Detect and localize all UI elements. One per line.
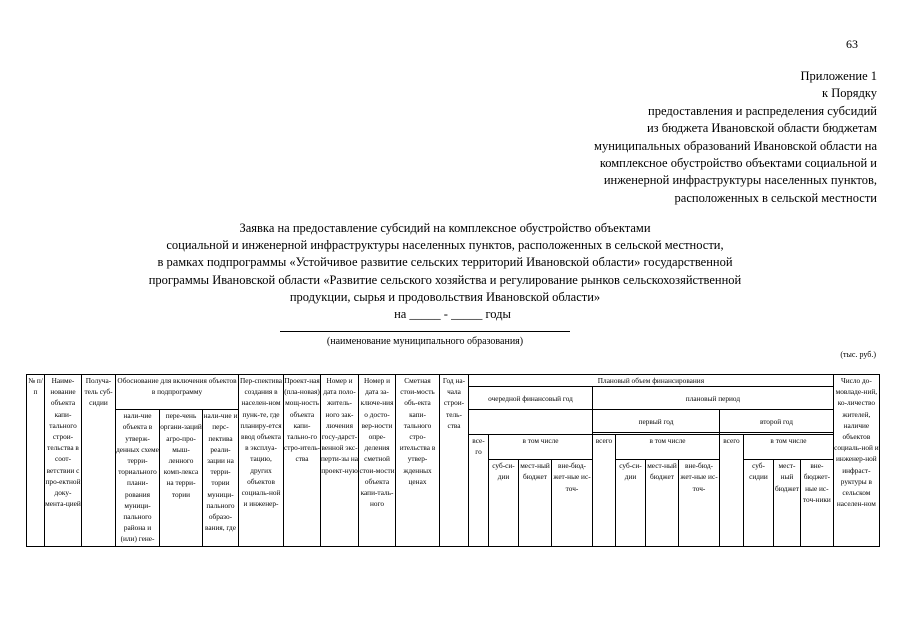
header-local-budget-next: мест-ный бюджет	[519, 460, 552, 547]
municipality-name-line	[280, 331, 570, 332]
header-planned-financing: Плановый объем финансирования	[469, 375, 834, 387]
appendix-line: к Порядку	[822, 86, 877, 101]
header-total-next: все-го	[469, 435, 489, 547]
header-residents: Число до-мовладе-ний, ко-личество жителей, наличие объектов социаль-ной и инженер-ной инфраст-руктуры в сельском населен-ном	[833, 375, 879, 547]
header-next-year: очередной финансовый год	[469, 387, 593, 410]
header-extra-budget-first: вне-бюд-жет-ные ис-точ-	[679, 460, 720, 547]
header-capacity: Проект-ная (пла-новая) мощ-ность объекта капи-тально-го стро-итель-ства	[284, 375, 321, 547]
header-sub-availability: нали-чие и перс-пектива реали-зации на терри-тории муници-пального образо-вания, где	[203, 410, 239, 547]
title-line: социальной и инженерной инфраструктуры населенных пунктов, расположенных в сельской местности,	[166, 238, 724, 253]
header-subsidy-second: суб-сидии	[744, 460, 774, 547]
appendix-header	[594, 68, 877, 207]
header-reliability: Номер и дата за-ключе-ния о досто-вер-ности опре-деления сметной стои-мости объекта капи-таль-ного	[359, 375, 396, 547]
appendix-line: из бюджета Ивановской области бюджетам	[646, 121, 877, 136]
header-local-budget-first: мест-ный бюджет	[646, 460, 679, 547]
header-total-first: всего	[593, 435, 616, 547]
header-subsidy-first: суб-си-дии	[616, 460, 646, 547]
application-table	[26, 374, 880, 547]
header-second-year: второй год	[720, 410, 834, 433]
appendix-line: Приложение 1	[800, 69, 877, 83]
appendix-line: предоставления и распределения субсидий	[648, 103, 877, 118]
header-subsidy-next: суб-си-дии	[489, 460, 519, 547]
header-recipient: Получа-тель суб-сидии	[82, 375, 116, 547]
header-estimate: Сметная стои-мость объ-екта капи-тального стро-ительства в утвер-жденных ценах	[396, 375, 440, 547]
header-first-year: первый год	[593, 410, 720, 433]
header-including-first: в том числе	[616, 435, 720, 460]
appendix-line: инженерной инфраструктуры населенных пунктов,	[603, 173, 877, 188]
title-line: продукции, сырья и продовольствия Ивановской области»	[289, 289, 601, 304]
page-number: 63	[846, 37, 858, 51]
header-justification: Обоснование для включения объектов в подпрограмму	[116, 375, 239, 410]
header-next-year-spacer	[469, 410, 593, 435]
header-plan-period: плановый период	[593, 387, 834, 410]
units-label: (тыс. руб.)	[840, 350, 876, 359]
header-total-second: всего	[720, 435, 744, 547]
header-start-year: Год на-чала строи-тель-ства	[440, 375, 469, 547]
municipality-name-caption: (наименование муниципального образования)	[326, 336, 524, 347]
title-line: программы Ивановской области «Развитие сельского хозяйства и регулирование рынков сельскохозяйственной	[148, 272, 742, 287]
title-line: в рамках подпрограммы «Устойчивое развитие сельских территорий Ивановской области» государственной	[157, 255, 733, 270]
header-sub-list: пере-чень органи-заций агро-про-мыш-ленного комп-лекса на терри-тории	[160, 410, 203, 547]
document-title	[40, 220, 850, 306]
header-expertise: Номер и дата поло-житель-ного зак-лючения госу-дарст-венной экс-перти-зы на проект-ную	[321, 375, 359, 547]
header-sub-presence: нали-чие объекта в утверж-денных схеме терри-ториального плани-рования муници-пального района и (или) гене-	[116, 410, 160, 547]
header-prospect: Пер-спектива создания в населен-ном пунк-те, где планиру-ется ввод объекта в эксплуа-тацию, других объектов социаль-ной и инженер-	[239, 375, 284, 547]
appendix-line: муниципальных образований Ивановской области на	[594, 138, 877, 153]
appendix-line: комплексное обустройство объектами социальной и	[599, 156, 877, 171]
header-local-budget-second: мест-ный бюджет	[774, 460, 801, 547]
years-line: на _____ - _____ годы	[394, 307, 511, 321]
header-including-next: в том числе	[489, 435, 593, 460]
appendix-line: расположенных в сельской местности	[674, 190, 877, 205]
header-including-second: в том числе	[744, 435, 834, 460]
title-line: Заявка на предоставление субсидий на комплексное обустройство объектами	[239, 221, 651, 235]
header-extra-budget-next: вне-бюд-жет-ные ис-точ-	[552, 460, 593, 547]
header-extra-budget-second: вне-бюджет-ные ис-точ-ники	[800, 460, 833, 547]
header-object-name: Наиме-нование объекта капи-тального строи-тельства в соот-ветствии с про-ектной доку-мента-цией	[45, 375, 82, 547]
header-number: № п/п	[27, 375, 45, 547]
